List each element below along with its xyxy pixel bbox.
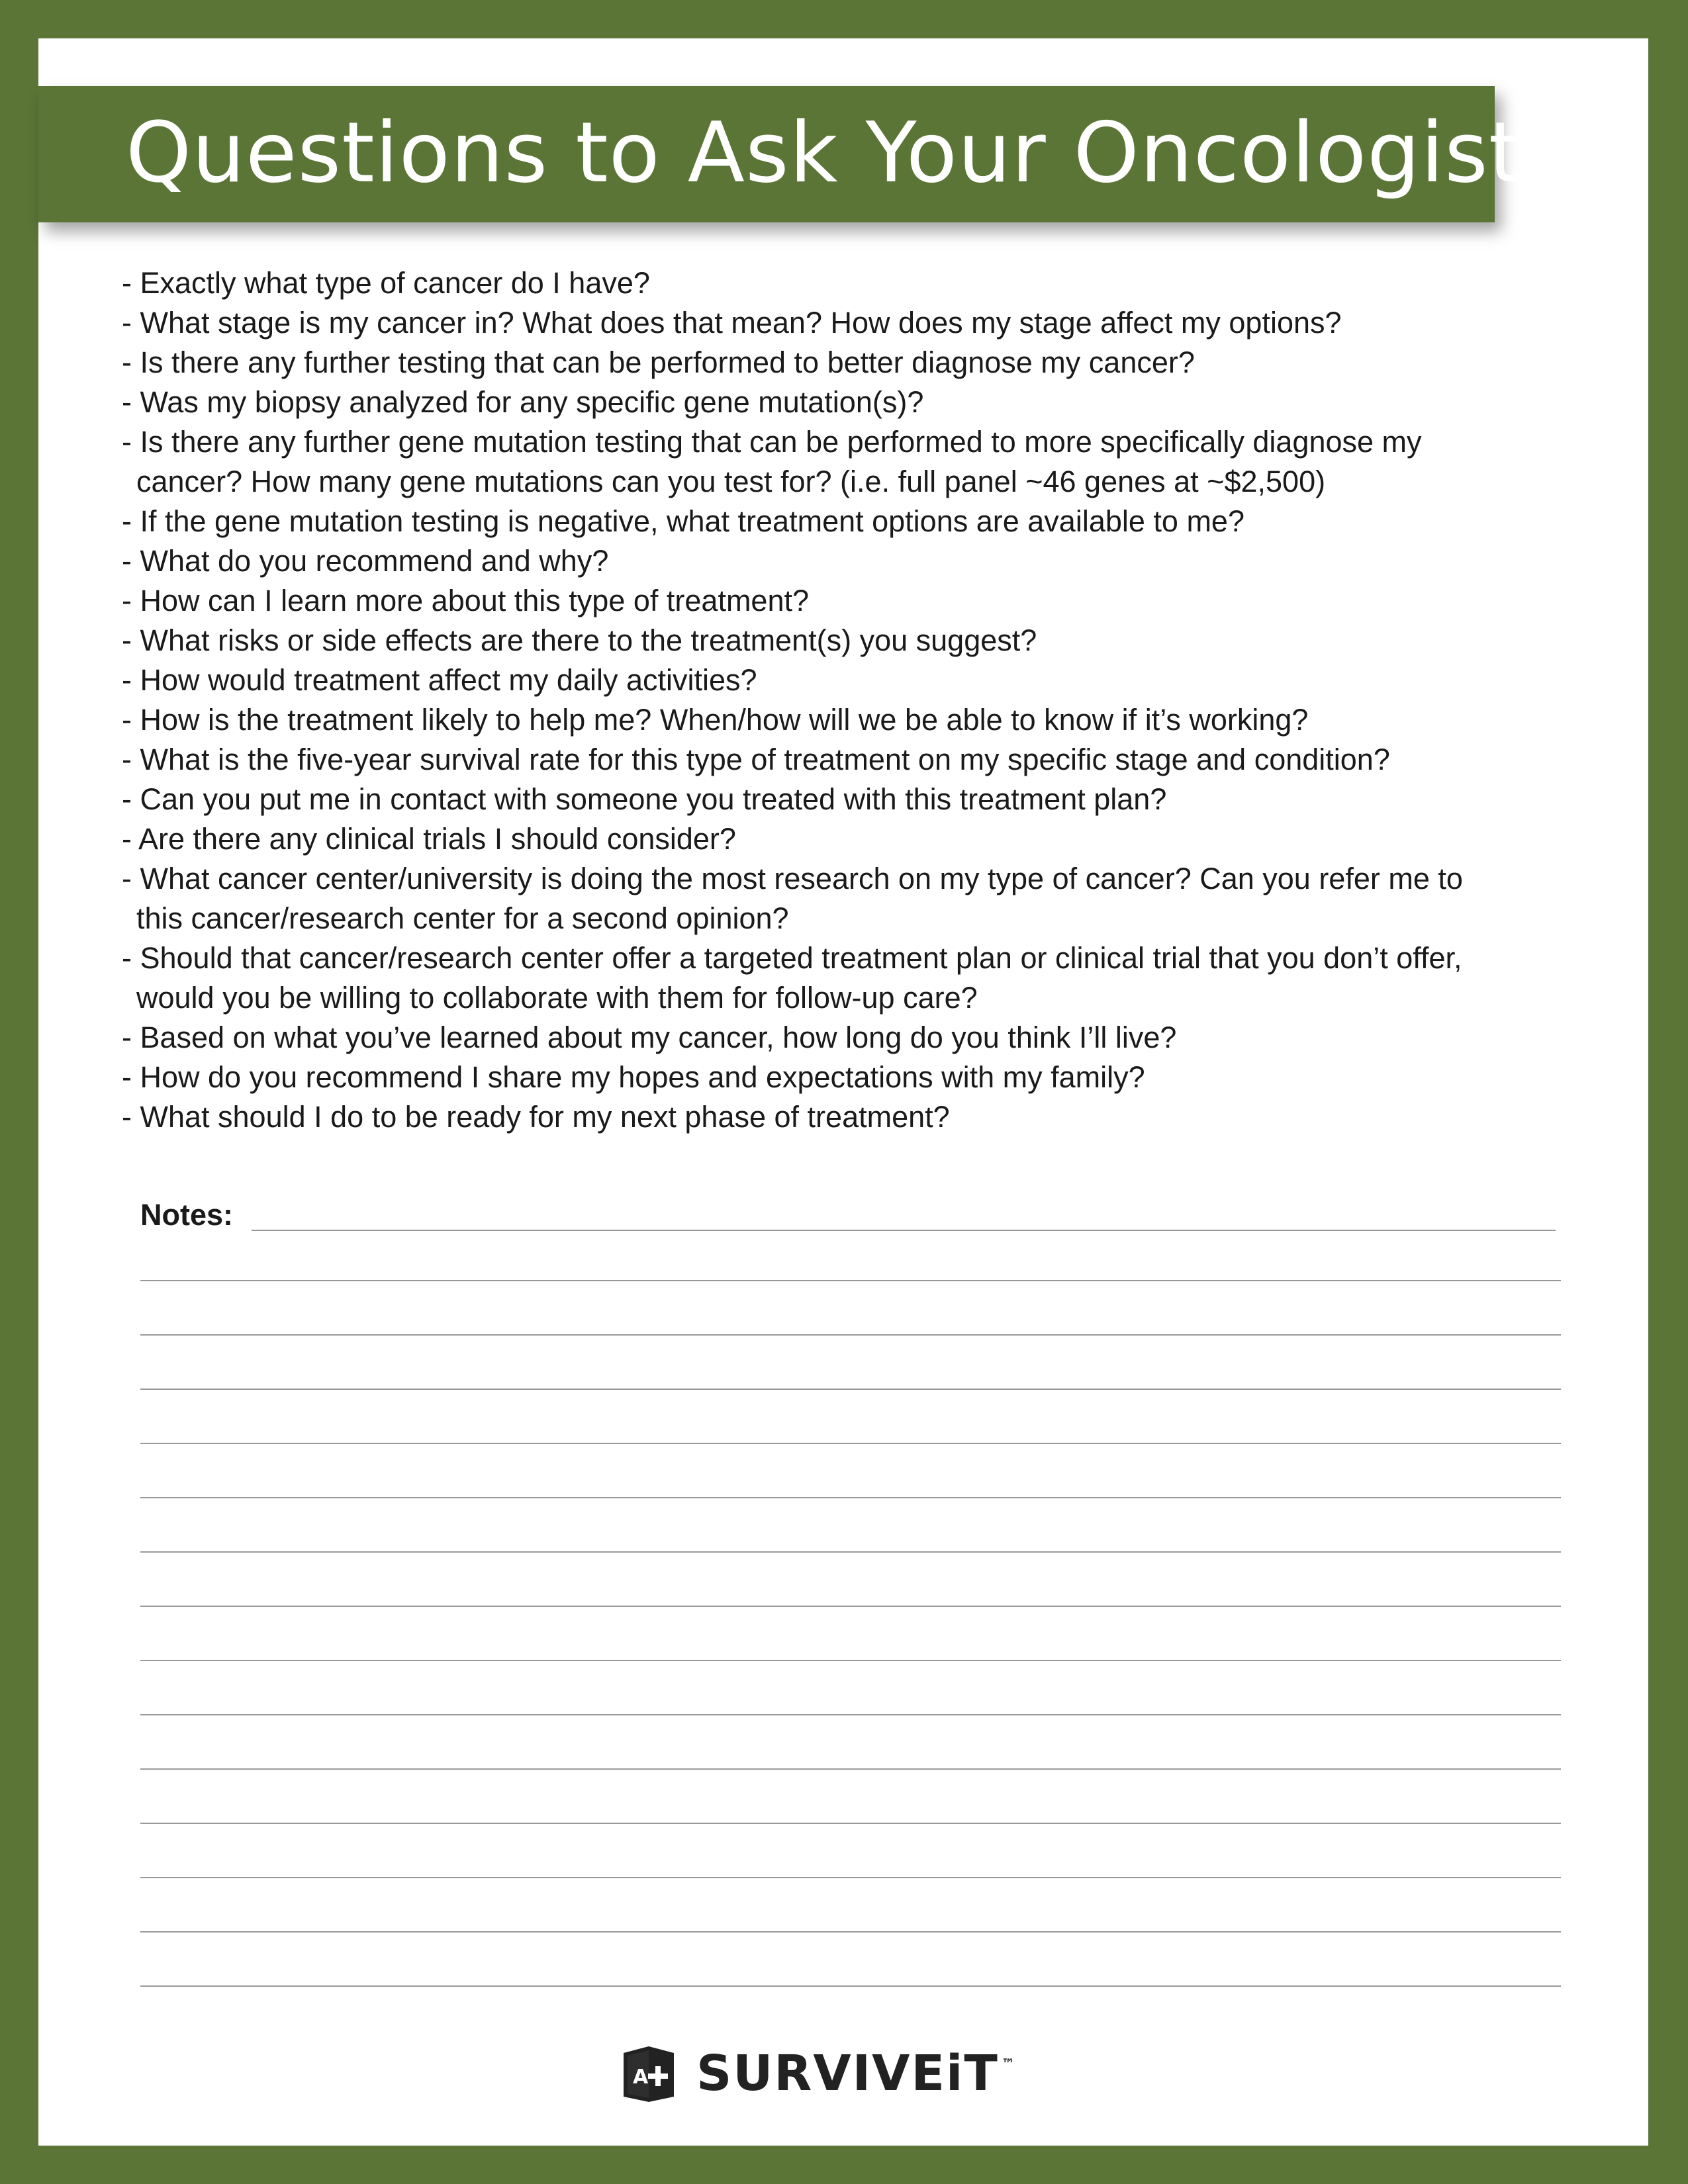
question-line: - What is the five-year survival rate for this type of treatment on my specific stage and condition? <box>122 743 1390 776</box>
question-line: - Based on what you’ve learned about my cancer, how long do you think I’ll live? <box>122 1021 1177 1054</box>
question-line: - What stage is my cancer in? What does that mean? How does my stage affect my options? <box>122 306 1342 340</box>
surviveit-logo-icon <box>621 2044 677 2103</box>
page-title: Questions to Ask Your Oncologist <box>126 104 1523 201</box>
question-line-continuation: cancer? How many gene mutations can you test for? (i.e. full panel ~46 genes at ~$2,500) <box>136 465 1326 498</box>
notes-write-line[interactable] <box>140 1497 1561 1498</box>
notes-label: Notes: <box>140 1198 234 1232</box>
question-line: - Was my biopsy analyzed for any specific gene mutation(s)? <box>122 385 924 419</box>
svg-text:A: A <box>633 2066 649 2089</box>
question-line: - Are there any clinical trials I should consider? <box>122 822 736 856</box>
notes-write-line[interactable] <box>140 1334 1561 1336</box>
title-banner <box>38 86 1523 222</box>
question-line: - Is there any further gene mutation testing that can be performed to more specifically diagnose my <box>122 425 1422 459</box>
question-line: - Can you put me in contact with someone you treated with this treatment plan? <box>122 782 1167 816</box>
question-line: - What cancer center/university is doing the most research on my type of cancer? Can you refer me to <box>122 862 1463 895</box>
question-line: - How would treatment affect my daily activities? <box>122 663 757 697</box>
question-line: - How can I learn more about this type of treatment? <box>122 584 810 617</box>
question-line: - What do you recommend and why? <box>122 544 609 578</box>
question-line: - How do you recommend I share my hopes and expectations with my family? <box>122 1060 1145 1094</box>
question-line: - Should that cancer/research center offer a targeted treatment plan or clinical trial that you don’t offer, <box>122 941 1462 975</box>
question-line: - What risks or side effects are there to the treatment(s) you suggest? <box>122 623 1037 657</box>
question-line: - What should I do to be ready for my next phase of treatment? <box>122 1100 950 1134</box>
trademark-symbol: ™ <box>1001 2056 1015 2071</box>
notes-write-line[interactable] <box>140 1660 1561 1661</box>
question-line-continuation: would you be willing to collaborate with them for follow-up care? <box>136 981 978 1015</box>
notes-write-line[interactable] <box>140 1768 1561 1770</box>
notes-write-line[interactable] <box>252 1230 1556 1231</box>
notes-write-line[interactable] <box>140 1877 1561 1878</box>
notes-write-line[interactable] <box>140 1551 1561 1553</box>
question-line: - How is the treatment likely to help me? When/how will we be able to know if it’s working? <box>122 703 1309 737</box>
question-line: - Exactly what type of cancer do I have? <box>122 266 650 300</box>
question-line: - If the gene mutation testing is negative, what treatment options are available to me? <box>122 504 1244 538</box>
notes-write-line[interactable] <box>140 1823 1561 1824</box>
brand-logo <box>621 2044 1015 2103</box>
notes-write-line[interactable] <box>140 1443 1561 1444</box>
notes-write-line[interactable] <box>140 1931 1561 1933</box>
brand-name: SURVIVEiT <box>696 2045 999 2102</box>
question-line: - Is there any further testing that can be performed to better diagnose my cancer? <box>122 345 1195 379</box>
notes-write-line[interactable] <box>140 1280 1561 1281</box>
question-list <box>122 263 1611 1137</box>
notes-write-line[interactable] <box>140 1714 1561 1715</box>
question-line-continuation: this cancer/research center for a second opinion? <box>136 901 789 935</box>
notes-write-line[interactable] <box>140 1985 1561 1987</box>
notes-write-line[interactable] <box>140 1388 1561 1390</box>
document-page <box>38 38 1648 2146</box>
notes-write-line[interactable] <box>140 1606 1561 1607</box>
